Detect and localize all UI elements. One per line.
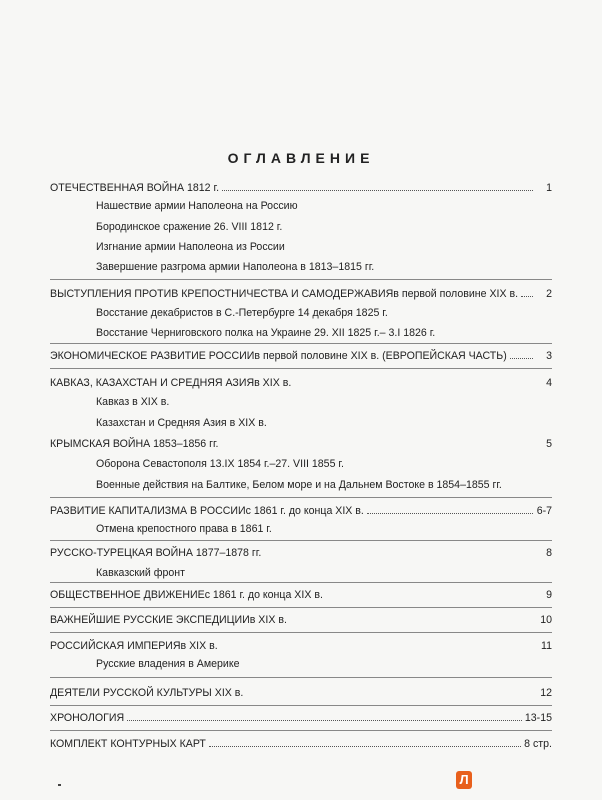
print-mark — [58, 784, 61, 786]
section-divider — [50, 368, 552, 369]
toc-subentry[interactable]: Нашествие армии Наполеона на Россию — [96, 200, 298, 212]
dot-leader — [209, 737, 521, 747]
section-divider — [50, 677, 552, 678]
toc-page-number: 10 — [540, 614, 552, 626]
toc-entry-9[interactable] — [50, 613, 552, 627]
toc-entry-13[interactable] — [50, 737, 552, 751]
toc-subentry[interactable]: Кавказский фронт — [96, 567, 185, 579]
toc-entry-suffix: в первой половине XIX в. (ЕВРОПЕЙСКАЯ ЧАСТЬ) — [254, 350, 507, 362]
section-divider — [50, 279, 552, 280]
section-divider — [50, 632, 552, 633]
toc-page-number: 11 — [541, 640, 552, 652]
page-title: ОГЛАВЛЕНИЕ — [227, 150, 375, 166]
toc-page-number: 6-7 — [536, 505, 552, 517]
toc-entry-title: РОССИЙСКАЯ ИМПЕРИЯ — [50, 640, 181, 652]
dot-leader — [290, 613, 533, 623]
toc-entry-8[interactable] — [50, 588, 552, 602]
section-divider — [50, 705, 552, 706]
toc-page-number: 12 — [540, 687, 552, 699]
toc-entry-suffix: в XIX в. — [249, 614, 287, 626]
toc-entry-title: КОМПЛЕКТ КОНТУРНЫХ КАРТ — [50, 738, 206, 750]
section-divider — [50, 730, 552, 731]
toc-subentry[interactable]: Русские владения в Америке — [96, 658, 240, 670]
toc-entry-title: КАВКАЗ, КАЗАХСТАН И СРЕДНЯЯ АЗИЯ — [50, 377, 255, 389]
toc-entry-4[interactable] — [50, 376, 552, 390]
toc-page-number: 3 — [546, 350, 552, 362]
toc-subentry[interactable]: Изгнание армии Наполеона из России — [96, 241, 285, 253]
dot-leader — [222, 437, 534, 447]
toc-entry-1[interactable] — [50, 181, 552, 195]
toc-subentry[interactable]: Казахстан и Средняя Азия в XIX в. — [96, 417, 267, 429]
toc-entry-2[interactable] — [50, 287, 552, 301]
toc-subentry[interactable]: Восстание Черниговского полка на Украине 29. XII 1825 г.– 3.I 1826 г. — [96, 327, 436, 339]
dot-leader — [521, 287, 533, 297]
toc-page-number: 8 стр. — [524, 738, 552, 750]
toc-entry-title: ДЕЯТЕЛИ РУССКОЙ КУЛЬТУРЫ XIX в. — [50, 687, 244, 699]
dot-leader — [294, 376, 533, 386]
toc-page-number: 13-15 — [524, 712, 552, 724]
section-divider — [50, 607, 552, 608]
toc-entry-7[interactable] — [50, 546, 552, 560]
toc-page-number: 2 — [546, 288, 552, 300]
dot-leader — [221, 639, 533, 649]
toc-entry-suffix: в XIX в. — [180, 640, 218, 652]
section-divider — [50, 497, 552, 498]
toc-entry-title: ВАЖНЕЙШИЕ РУССКИЕ ЭКСПЕДИЦИИ — [50, 614, 250, 626]
toc-entry-title: РАЗВИТИЕ КАПИТАЛИЗМА В РОССИИ — [50, 505, 246, 517]
toc-subentry[interactable]: Завершение разгрома армии Наполеона в 1813–1815 гг. — [96, 261, 375, 273]
toc-entry-suffix: в первой половине XIX в. — [393, 288, 519, 300]
publisher-logo-icon: Л — [456, 771, 472, 789]
toc-subentry[interactable]: Отмена крепостного права в 1861 г. — [96, 523, 272, 535]
toc-entry-suffix: с 1861 г. до конца XIX в. — [204, 589, 323, 601]
dot-leader — [127, 711, 522, 721]
toc-entry-6[interactable] — [50, 504, 552, 518]
toc-entry-title: ЭКОНОМИЧЕСКОЕ РАЗВИТИЕ РОССИИ — [50, 350, 255, 362]
toc-entry-3[interactable] — [50, 349, 552, 363]
toc-subentry[interactable]: Бородинское сражение 26. VIII 1812 г. — [96, 221, 283, 233]
toc-entry-title: РУССКО-ТУРЕЦКАЯ ВОЙНА 1877–1878 гг. — [50, 547, 262, 559]
toc-entry-title: ОБЩЕСТВЕННОЕ ДВИЖЕНИЕ — [50, 589, 205, 601]
dot-leader — [510, 349, 533, 359]
section-divider — [50, 582, 552, 583]
section-divider — [50, 343, 552, 344]
toc-entry-10[interactable] — [50, 639, 552, 653]
toc-entry-title: ОТЕЧЕСТВЕННАЯ ВОЙНА 1812 г. — [50, 182, 220, 194]
toc-entry-title: КРЫМСКАЯ ВОЙНА 1853–1856 гг. — [50, 438, 219, 450]
toc-subentry[interactable]: Кавказ в XIX в. — [96, 396, 170, 408]
toc-subentry[interactable]: Восстание декабристов в С.-Петербурге 14 декабря 1825 г. — [96, 307, 388, 319]
toc-page-number: 9 — [546, 589, 552, 601]
toc-page-number: 4 — [546, 377, 552, 389]
toc-subentry[interactable]: Военные действия на Балтике, Белом море и на Дальнем Востоке в 1854–1855 гг. — [96, 479, 502, 491]
toc-page-number: 5 — [546, 438, 552, 450]
toc-entry-suffix: в XIX в. — [254, 377, 292, 389]
toc-subentry[interactable]: Оборона Севастополя 13.IX 1854 г.–27. VIII 1855 г. — [96, 458, 344, 470]
toc-page-number: 8 — [546, 547, 552, 559]
section-divider — [50, 540, 552, 541]
dot-leader — [326, 588, 533, 598]
dot-leader — [246, 686, 533, 696]
toc-entry-5[interactable] — [50, 437, 552, 451]
toc-entry-title: ХРОНОЛОГИЯ — [50, 712, 125, 724]
toc-page-number: 1 — [546, 182, 552, 194]
dot-leader — [222, 181, 533, 191]
toc-entry-12[interactable] — [50, 711, 552, 725]
toc-entry-title: ВЫСТУПЛЕНИЯ ПРОТИВ КРЕПОСТНИЧЕСТВА И САМОДЕРЖАВИЯ — [50, 288, 394, 300]
dot-leader — [264, 546, 533, 556]
dot-leader — [367, 504, 533, 514]
toc-entry-suffix: с 1861 г. до конца XIX в. — [245, 505, 364, 517]
toc-entry-11[interactable] — [50, 686, 552, 700]
